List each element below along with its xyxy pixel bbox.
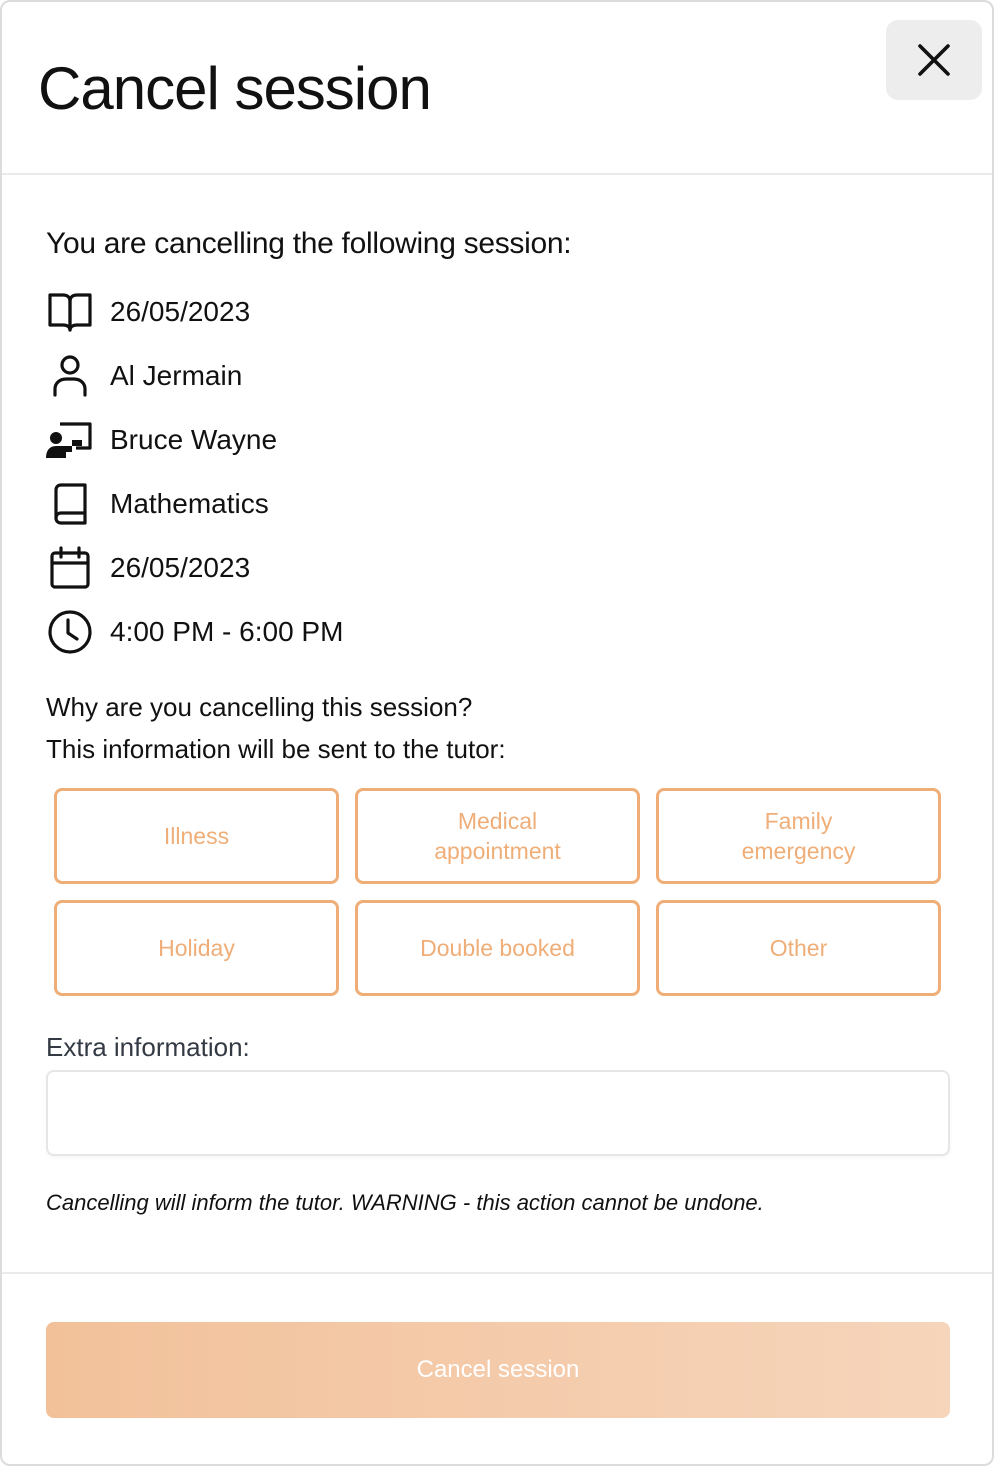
reason-illness-label: Illness (163, 823, 230, 849)
person-icon (46, 352, 94, 400)
reason-family-emergency-label: Family emergency (741, 808, 856, 864)
detail-row-subject (46, 479, 269, 529)
reason-question: Why are you cancelling this session? (46, 692, 473, 722)
reason-medical-appointment-button[interactable] (355, 788, 640, 884)
detail-row-date (46, 287, 251, 337)
modal-title: Cancel session (38, 55, 431, 122)
reason-other-label: Other (769, 935, 828, 961)
cancel-session-submit-button[interactable]: Cancel session (46, 1322, 950, 1418)
reason-subtext: This information will be sent to the tutor: (46, 734, 506, 764)
reason-medical-appointment-label: Medical appointment (434, 808, 561, 864)
reason-family-emergency-button[interactable] (656, 788, 941, 884)
session-date-text: 26/05/2023 (110, 296, 251, 327)
student-name-text: Al Jermain (110, 360, 243, 391)
calendar-date-text: 26/05/2023 (110, 552, 251, 583)
close-button[interactable] (886, 20, 982, 100)
calendar-icon (46, 544, 94, 592)
extra-information-label: Extra information: (46, 1032, 250, 1062)
tutor-board-icon (46, 416, 94, 464)
detail-row-time (46, 607, 344, 657)
reason-holiday-button[interactable] (54, 900, 339, 996)
close-icon (917, 43, 951, 77)
tutor-name-text: Bruce Wayne (110, 424, 278, 455)
reason-holiday-label: Holiday (158, 935, 235, 961)
clock-icon (46, 608, 94, 656)
warning-text: Cancelling will inform the tutor. WARNING - this action cannot be undone. (46, 1190, 764, 1215)
detail-row-tutor (46, 415, 278, 465)
detail-row-student (46, 351, 243, 401)
extra-information-input[interactable] (46, 1070, 950, 1156)
reason-illness-button[interactable] (54, 788, 339, 884)
reason-other-button[interactable] (656, 900, 941, 996)
time-range-text: 4:00 PM - 6:00 PM (110, 616, 344, 647)
subject-text: Mathematics (110, 488, 269, 519)
detail-row-calendar (46, 543, 251, 593)
modal-header (2, 2, 992, 175)
reason-double-booked-label: Double booked (420, 935, 575, 961)
book-icon (46, 480, 94, 528)
footer-divider (2, 1272, 992, 1274)
reason-double-booked-button[interactable] (355, 900, 640, 996)
session-intro: You are cancelling the following session: (46, 227, 572, 260)
open-book-icon (46, 288, 94, 336)
